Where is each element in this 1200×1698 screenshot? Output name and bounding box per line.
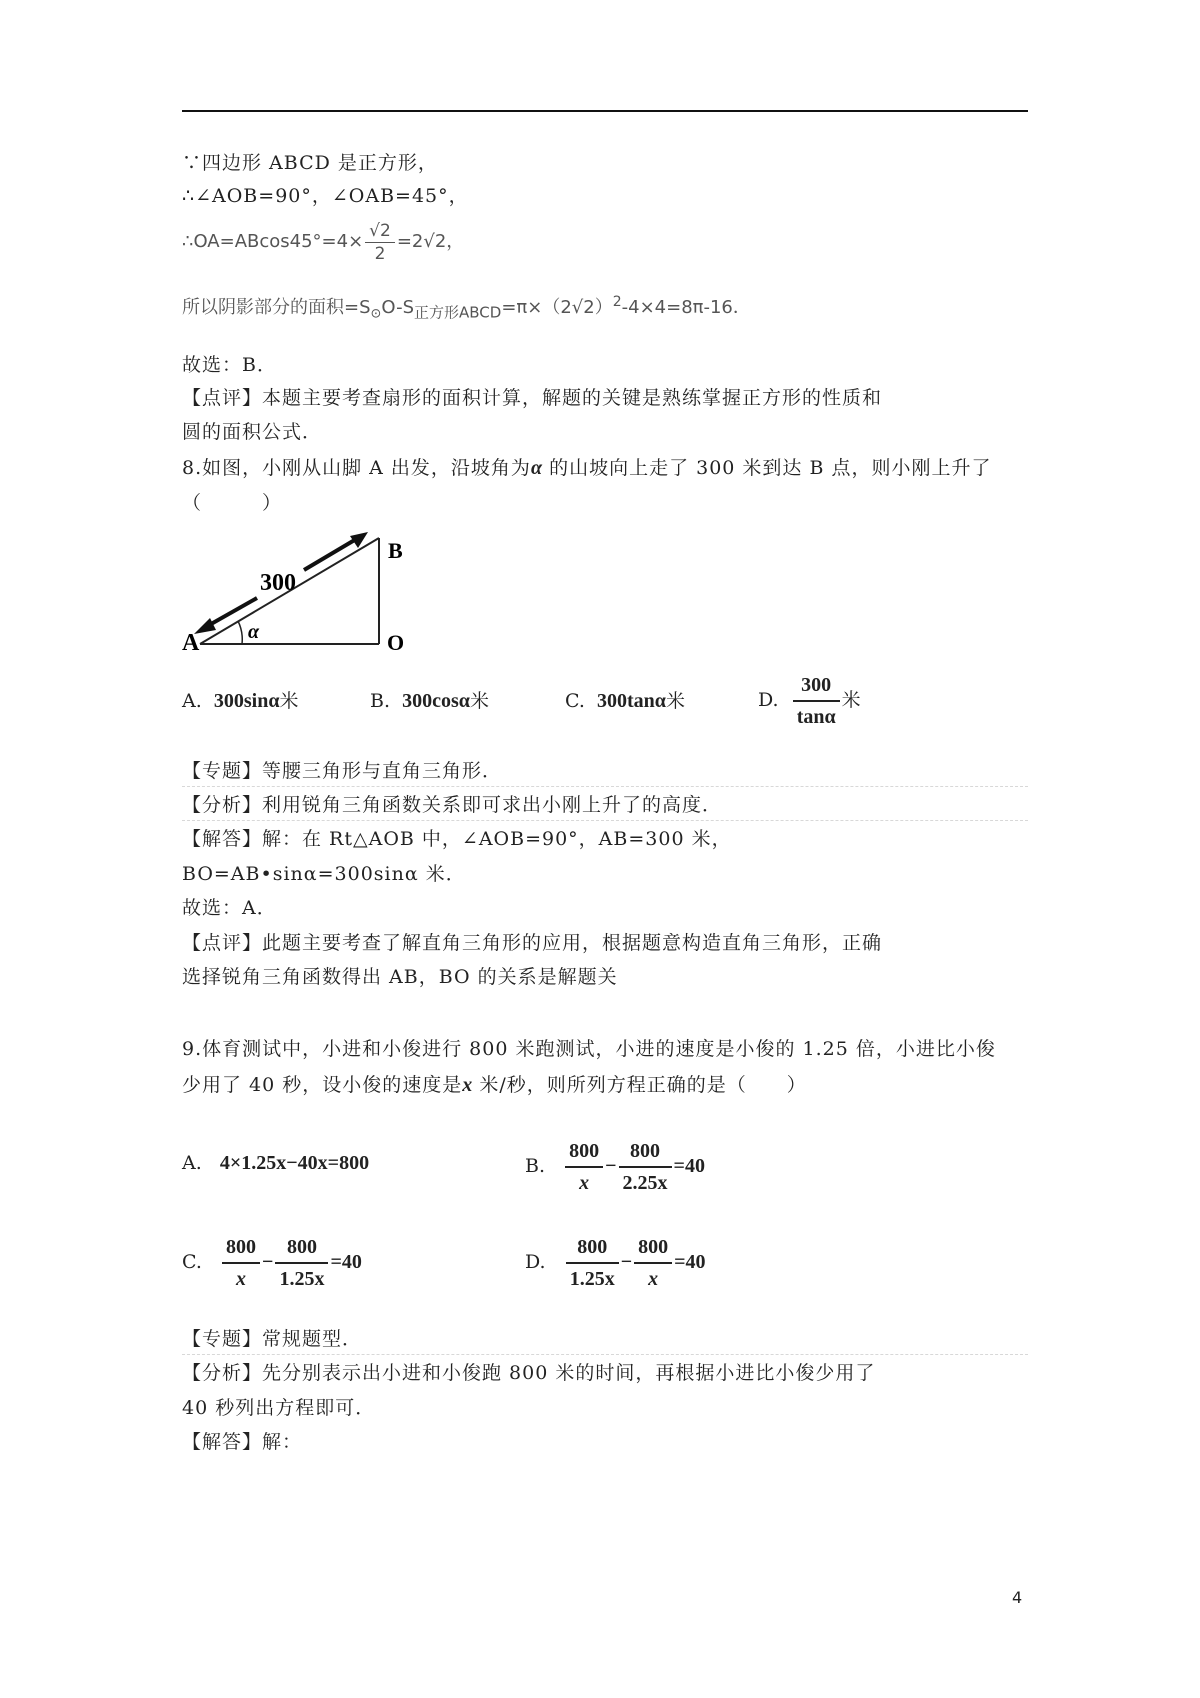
q8-answer-line-2: BO=AB•sinα=300sinα 米． xyxy=(182,863,466,885)
figure-length-label: 300 xyxy=(260,570,296,596)
text-line: ∵四边形 ABCD 是正方形， xyxy=(182,152,438,174)
page-number: 4 xyxy=(1012,1588,1023,1607)
q8-choice: 故选：A． xyxy=(182,897,277,919)
question-8-stem: 8.如图，小刚从山脚 A 出发，沿坡角为α 的山坡向上走了 300 米到达 B 点，则小刚上升了 xyxy=(182,457,992,479)
comment-line: 圆的面积公式． xyxy=(182,421,323,443)
question-9-stem-1: 9.体育测试中，小进和小俊进行 800 米跑测试，小进的速度是小俊的 1.25 倍，小进比小俊 xyxy=(182,1038,996,1060)
formula-oa: ∴OA=ABcos45°=4× $\frac{√2}{2}$ =2√2， xyxy=(182,220,465,264)
comment-line: 【点评】本题主要考查扇形的面积计算，解题的关键是熟练掌握正方形的性质和 xyxy=(182,387,883,409)
q9-option-c: C. $\frac{800}{x}$ − $\frac{800}{1.25x}$ =40 xyxy=(182,1232,362,1294)
option-a: A. 300sinα米 xyxy=(182,690,299,712)
q9-answer: 【解答】解： xyxy=(182,1431,303,1453)
vertex-o-label: O xyxy=(387,630,405,655)
q8-topic: 【专题】等腰三角形与直角三角形． xyxy=(182,760,503,782)
text-line: 故选：B． xyxy=(182,354,277,376)
q9-topic: 【专题】常规题型． xyxy=(182,1328,363,1350)
option-d: D. $\frac{300}{\tan\alpha}$ 米 xyxy=(758,670,861,732)
slope-triangle-figure xyxy=(182,520,422,655)
text-line: ∴∠AOB=90°，∠OAB=45°， xyxy=(182,185,469,207)
q9-option-b: B. $\frac{800}{x}$ − $\frac{800}{2.25x}$ =40 xyxy=(525,1136,705,1198)
q9-analysis-line-2: 40 秒列出方程即可． xyxy=(182,1397,376,1419)
option-c: C. 300tanα米 xyxy=(565,690,685,712)
vertex-a-label: A xyxy=(182,630,200,655)
question-8-blank: （ ） xyxy=(182,492,283,514)
q9-analysis-line-1: 【分析】先分别表示出小进和小俊跑 800 米的时间，再根据小进比小俊少用了 xyxy=(182,1362,876,1384)
q9-option-a: A. 4×1.25x−40x=800 xyxy=(182,1152,370,1174)
q8-analysis: 【分析】利用锐角三角函数关系即可求出小刚上升了的高度． xyxy=(182,794,723,816)
header-rule xyxy=(182,110,1028,112)
option-b: B. 300cosα米 xyxy=(370,690,489,712)
angle-alpha-label: α xyxy=(248,621,260,643)
q8-comment-line-1: 【点评】此题主要考查了解直角三角形的应用，根据题意构造直角三角形，正确 xyxy=(182,932,883,954)
vertex-b-label: B xyxy=(388,538,403,563)
q8-comment-line-2: 选择锐角三角函数得出 AB，BO 的关系是解题关 xyxy=(182,966,618,988)
formula-shaded-area: 所以阴影部分的面积$=S_⊙O-S_{正方形ABCD}=\pi\times(2√2)^2-4\times 4=8\pi-16$． xyxy=(182,294,751,322)
question-9-stem-2: 少用了 40 秒，设小俊的速度是x 米/秒，则所列方程正确的是（ ） xyxy=(182,1074,807,1096)
q9-option-d: D. $\frac{800}{1.25x}$ − $\frac{800}{x}$ =40 xyxy=(525,1232,706,1294)
q8-answer-line-1: 【解答】解：在 Rt△AOB 中，∠AOB=90°，AB=300 米， xyxy=(182,828,732,850)
